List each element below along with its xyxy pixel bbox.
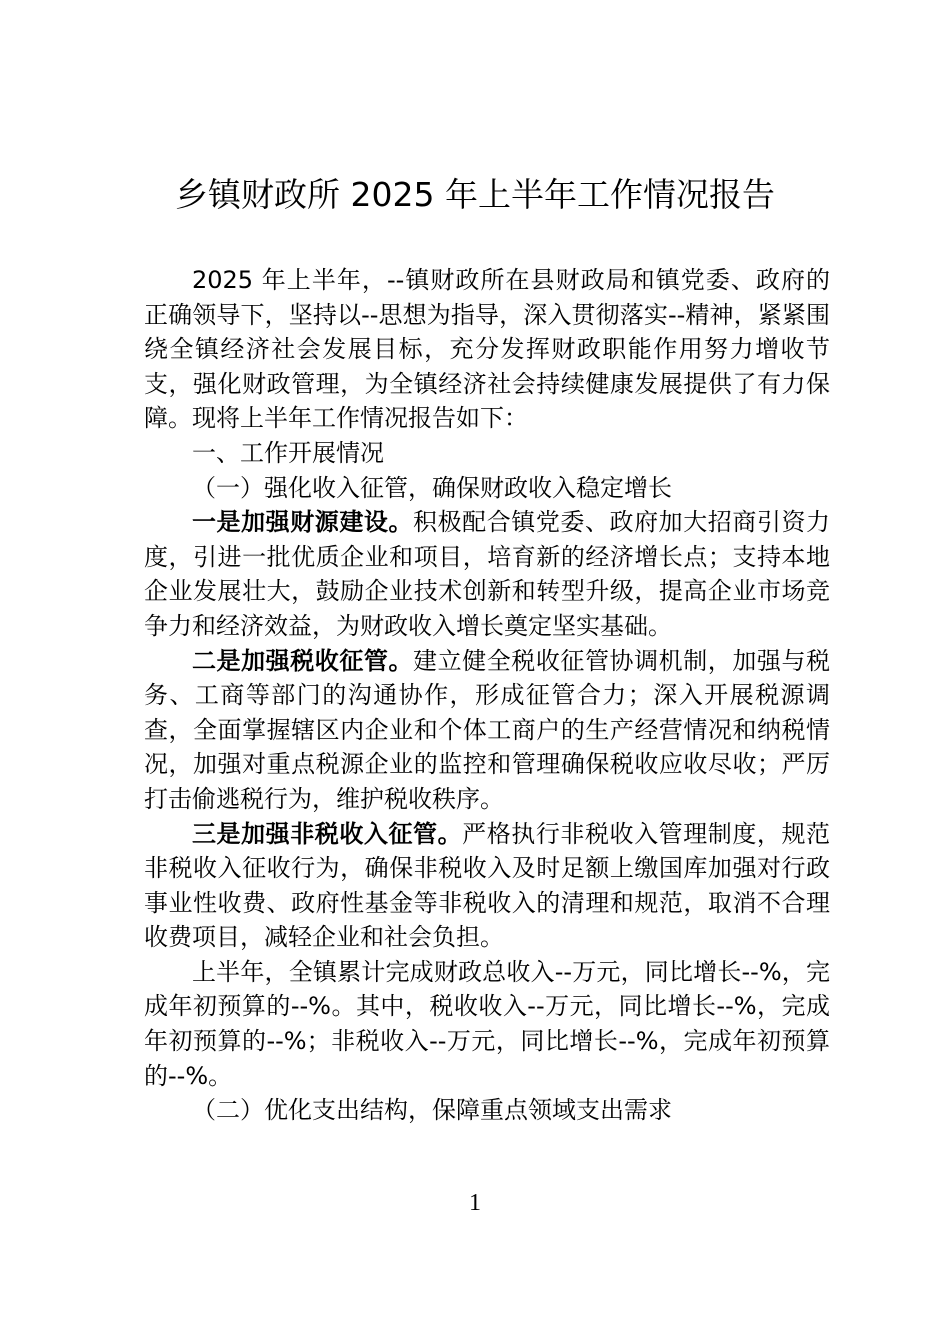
- page-number: 1: [469, 1190, 481, 1216]
- paragraph-text: （二）优化支出结构，保障重点领域支出需求: [192, 1096, 672, 1125]
- paragraph-intro: [144, 263, 830, 436]
- paragraph-text: 2025 年上半年，--镇财政所在县财政局和镇党委、政府的正确领导下，坚持以--思想为指导，深入贯彻落实--精神，紧紧围绕全镇经济社会发展目标，充分发挥财政职能作用努力增收节支，强化财政管理，为全镇经济社会持续健康发展提供了有力保障。现将上半年工作情况报告如下：: [144, 266, 830, 433]
- section-heading: [144, 436, 830, 471]
- paragraph-text: 上半年，全镇累计完成财政总收入--万元，同比增长--%，完成年初预算的--%。其中，税收收入--万元，同比增长--%，完成年初预算的--%；非税收入--万元，同比增长--%，完成年初预算的--%。: [144, 957, 830, 1090]
- paragraph-lead: 一是加强财源建设。: [192, 508, 414, 537]
- document-body: [144, 263, 830, 1128]
- document-title: 乡镇财政所 2025 年上半年工作情况报告: [175, 175, 775, 214]
- paragraph-text: （一）强化收入征管，确保财政收入稳定增长: [192, 473, 672, 502]
- subsection-heading: [144, 1093, 830, 1128]
- paragraph-text: 建立健全税收征管协调机制，加强与税务、工商等部门的沟通协作，形成征管合力；深入开展税源调查，全面掌握辖区内企业和个体工商户的生产经营情况和纳税情况，加强对重点税源企业的监控和管理确保税收应收尽收；严厉打击偷逃税行为，维护税收秩序。: [144, 646, 831, 813]
- paragraph-lead: 三是加强非税收入征管。: [192, 819, 463, 848]
- paragraph-non-tax-revenue: [144, 817, 830, 955]
- paragraph-text: 严格执行非税收入管理制度，规范非税收入征收行为，确保非税收入及时足额上缴国库加强对行政事业性收费、政府性基金等非税收入的清理和规范，取消不合理收费项目，减轻企业和社会负担。: [144, 819, 831, 952]
- paragraph-text: 一、工作开展情况: [192, 438, 384, 467]
- paragraph-tax-collection: [144, 644, 830, 817]
- subsection-heading: [144, 471, 830, 506]
- paragraph-revenue-sources: [144, 505, 830, 643]
- paragraph-revenue-summary: [144, 955, 830, 1093]
- paragraph-text: 积极配合镇党委、政府加大招商引资力度，引进一批优质企业和项目，培育新的经济增长点；支持本地企业发展壮大，鼓励企业技术创新和转型升级，提高企业市场竞争力和经济效益，为财政收入增长奠定坚实基础。: [144, 508, 831, 640]
- paragraph-lead: 二是加强税收征管。: [192, 646, 414, 675]
